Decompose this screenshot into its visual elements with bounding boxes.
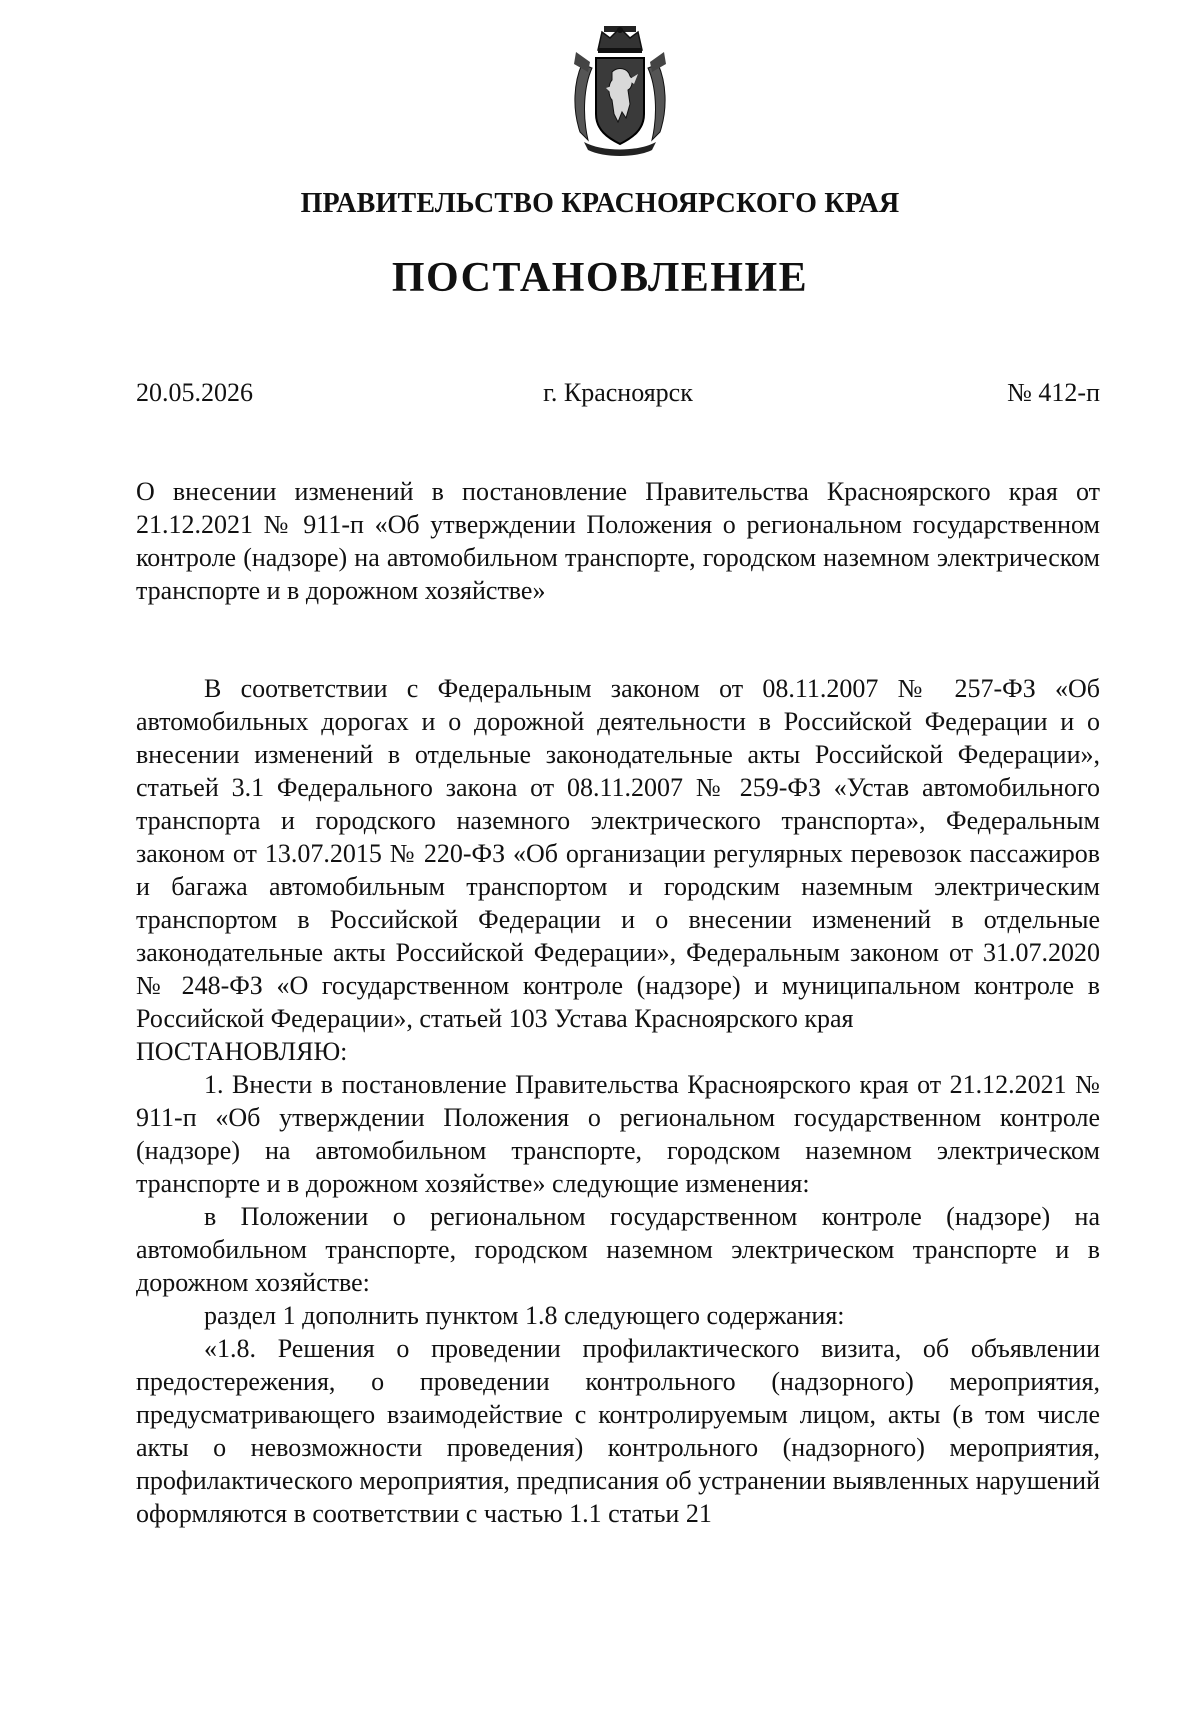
document-number: № 412-п	[1007, 378, 1100, 407]
organization-name: ПРАВИТЕЛЬСТВО КРАСНОЯРСКОГО КРАЯ	[300, 188, 900, 219]
preamble-paragraph: В соответствии с Федеральным законом от 08.11.2007 № 257-ФЗ «Об автомобильных дорогах и о дорожной деятельности в Российской Федерации и о внесении изменений в отдельные законодательные акты Российской Федерации», статьей 3.1 Федерального закона от 08.11.2007 № 259-ФЗ «Устав автомобильного транспорта и городского наземного электрического транспорта», Федеральным законом от 13.07.2015 № 220-ФЗ «Об организации регулярных перевозок пассажиров и багажа автомобильным транспортом и городским наземным электрическим транспортом в Российской Федерации и о внесении изменений в отдельные законодательные акты Российской Федерации», Федеральным законом от 31.07.2020 № 248-ФЗ «О государственном контроле (надзоре) и муниципальном контроле в Российской Федерации», статьей 103 Устава Красноярского края	[136, 674, 1100, 1033]
document-date: 20.05.2026	[136, 378, 253, 407]
resolve-line: ПОСТАНОВЛЯЮ:	[136, 1037, 348, 1066]
document-city: г. Красноярск	[543, 378, 693, 407]
krasnoyarsk-coat-of-arms-icon	[568, 22, 672, 158]
document-type-title: ПОСТАНОВЛЕНИЕ	[391, 255, 809, 301]
item-paragraph-3: раздел 1 дополнить пунктом 1.8 следующего содержания:	[204, 1301, 845, 1330]
document-subject: О внесении изменений в постановление Правительства Красноярского края от 21.12.2021 № 911-п «Об утверждении Положения о региональном государственном контроле (надзоре) на автомобильном транспорте, городском наземном электрическом транспорте и в дорожном хозяйстве»	[136, 477, 1100, 605]
item-paragraph-4: «1.8. Решения о проведении профилактического визита, об объявлении предостережения, о проведении контрольного (надзорного) мероприятия, предусматривающего взаимодействие с контролируемым лицом, акты (в том числе акты о невозможности проведения) контрольного (надзорного) мероприятия, профилактического мероприятия, предписания об устранении выявленных нарушений оформляются в соответствии с частью 1.1 статьи 21	[136, 1334, 1100, 1528]
item-paragraph-2: в Положении о региональном государственном контроле (надзоре) на автомобильном транспорте, городском наземном электрическом транспорте и в дорожном хозяйстве:	[136, 1202, 1100, 1297]
item-paragraph-1: 1. Внести в постановление Правительства Красноярского края от 21.12.2021 № 911-п «Об утверждении Положения о региональном государственном контроле (надзоре) на автомобильном транспорте, городском наземном электрическом транспорте и в дорожном хозяйстве» следующие изменения:	[136, 1070, 1100, 1198]
document-body	[136, 672, 1100, 1530]
